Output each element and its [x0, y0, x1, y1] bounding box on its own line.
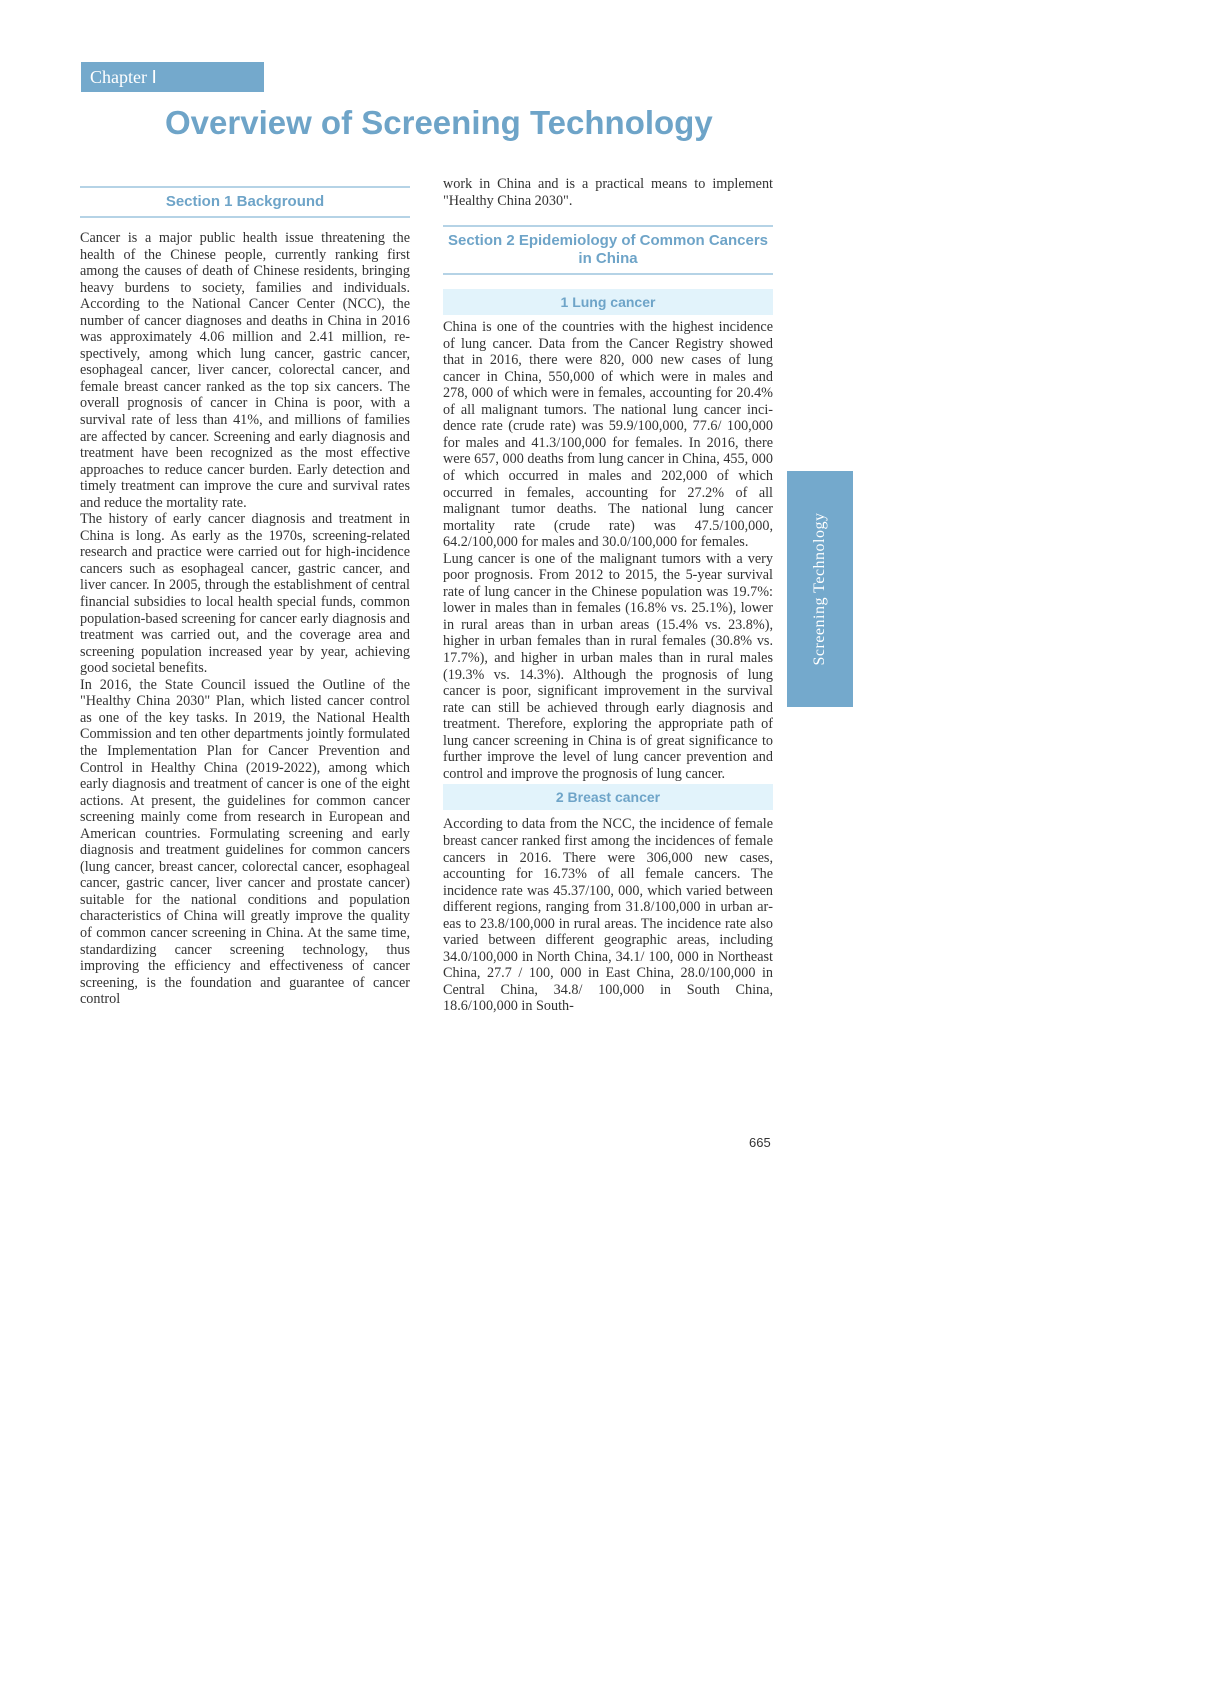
breast-cancer-paragraph-1: According to data from the NCC, the incidence of female breast cancer ranked first among the incidences of female cancers in 2016. There were 306,000 new cases, accounting for 16.73% of all female cancers. The incidence rate was 45.37/100, 000, which varied between different regions, ranging from 31.8/100,000 in urban areas to 23.8/100,000 in rural areas. The incidence rate also varied between different geographic areas, including 34.0/100,000 in North China, 34.1/ 100, 000 in Northeast China, 27.7 / 100, 000 in East China, 28.0/100,000 in Central China, 34.8/ 100,000 in South China, 18.6/100,000 in South-	[443, 816, 773, 1015]
chapter-title: Overview of Screening Technology	[165, 104, 713, 141]
subsection-lung-cancer-heading: 1 Lung cancer	[443, 289, 773, 315]
chapter-label: Chapter Ⅰ	[81, 62, 264, 92]
lung-cancer-paragraph-2: Lung cancer is one of the malignant tumors with a very poor prognosis. From 2012 to 2015, the 5-year survival rate of lung cancer in the Chinese population was 19.7%: lower in males than in females (16.8% vs. 25.1%), lower in rural areas than in urban areas (15.4% vs. 23.8%), higher in urban females than in rural females (30.8% vs. 17.7%), and higher in urban males than in rural males (19.3% vs. 14.3%). Although the prognosis of lung cancer is poor, significant improvement in the survival rate can still be achieved through early diagnosis and treatment. Therefore, exploring the appropriate path of lung cancer screening in China is of great significance to further improve the level of lung cancer prevention and control and improve the prognosis of lung cancer.	[443, 550, 773, 782]
side-tab-label: Screening Technology	[811, 512, 828, 666]
section-1-paragraph-3: In 2016, the State Council issued the Outline of the "Healthy China 2030" Plan, which listed cancer control as one of the key tasks. In 2019, the National Health Commission and ten other departments jointly formulated the Implementation Plan for Cancer Prevention and Control in Healthy China (2019-2022), among which early diagnosis and treatment of cancer is one of the eight actions. At present, the guidelines for common cancer screening mainly come from research in European and American countries. Formulating screening and early diagnosis and treatment guidelines for common cancers (lung cancer, breast cancer, colorectal cancer, esophageal cancer, gastric cancer, liver cancer and prostate cancer) suitable for the national conditions and population characteristics of China will greatly improve the quality of common cancer screening in China. At the same time, standardizing cancer screening technology, thus improving the efficiency and effectiveness of cancer screening, is the foundation and guarantee of cancer control	[80, 676, 410, 1008]
page-number: 665	[749, 1135, 771, 1150]
lung-cancer-paragraph-1: China is one of the countries with the highest incidence of lung cancer. Data from the Cancer Registry showed that in 2016, there were 820, 000 new cases of lung cancer in China, 550,000 of which were in males and 278, 000 of which were in females, accounting for 20.4% of all malignant tumors. The national lung cancer incidence rate (crude rate) was 59.9/100,000, 77.6/ 100,000 for males and 41.3/100,000 for females. In 2016, there were 657, 000 deaths from lung cancer in China, 455, 000 of which occurred in males and 202,000 of which occurred in females, accounting for 27.2% of all malignant tumor deaths. The national lung cancer mortality rate (crude rate) was 47.5/100,000, 64.2/100,000 for males and 30.0/100,000 for females.	[443, 319, 773, 551]
section-1-heading: Section 1 Background	[80, 186, 410, 218]
subsection-breast-cancer-heading: 2 Breast cancer	[443, 784, 773, 810]
section-2-heading: Section 2 Epidemiology of Common Cancers in China	[443, 225, 773, 275]
section-1-paragraph-2: The history of early cancer diagnosis and treatment in China is long. As early as the 1970s, screening-related research and practice were carried out for high-incidence cancers such as esophageal cancer, gastric cancer, and liver cancer. In 2005, through the establishment of central financial subsidies to local health special funds, common population-based screening for cancer early diagnosis and treatment was carried out, and the coverage area and screening population increased year by year, achieving good societal benefits.	[80, 511, 410, 677]
left-column	[80, 186, 410, 1008]
section-1-paragraph-4: work in China and is a practical means to implement "Healthy China 2030".	[443, 176, 773, 209]
side-chapter-tab	[787, 471, 853, 707]
right-column	[443, 176, 773, 1015]
section-1-paragraph-1: Cancer is a major public health issue threatening the health of the Chinese people, currently ranking first among the causes of death of Chinese residents, bringing heavy burdens to society, families and individuals. According to the National Cancer Center (NCC), the number of cancer diagnoses and deaths in China in 2016 was approximately 4.06 million and 2.41 million, respectively, among which lung cancer, gastric cancer, esophageal cancer, liver cancer, colorectal cancer, and female breast cancer ranked as the top six cancers. The overall prognosis of cancer in China is poor, with a survival rate of less than 41%, and millions of families are affected by cancer. Screening and early diagnosis and treatment have been recognized as the most effective approaches to reduce cancer burden. Early detection and timely treatment can improve the cure and survival rates and reduce the mortality rate.	[80, 230, 410, 511]
